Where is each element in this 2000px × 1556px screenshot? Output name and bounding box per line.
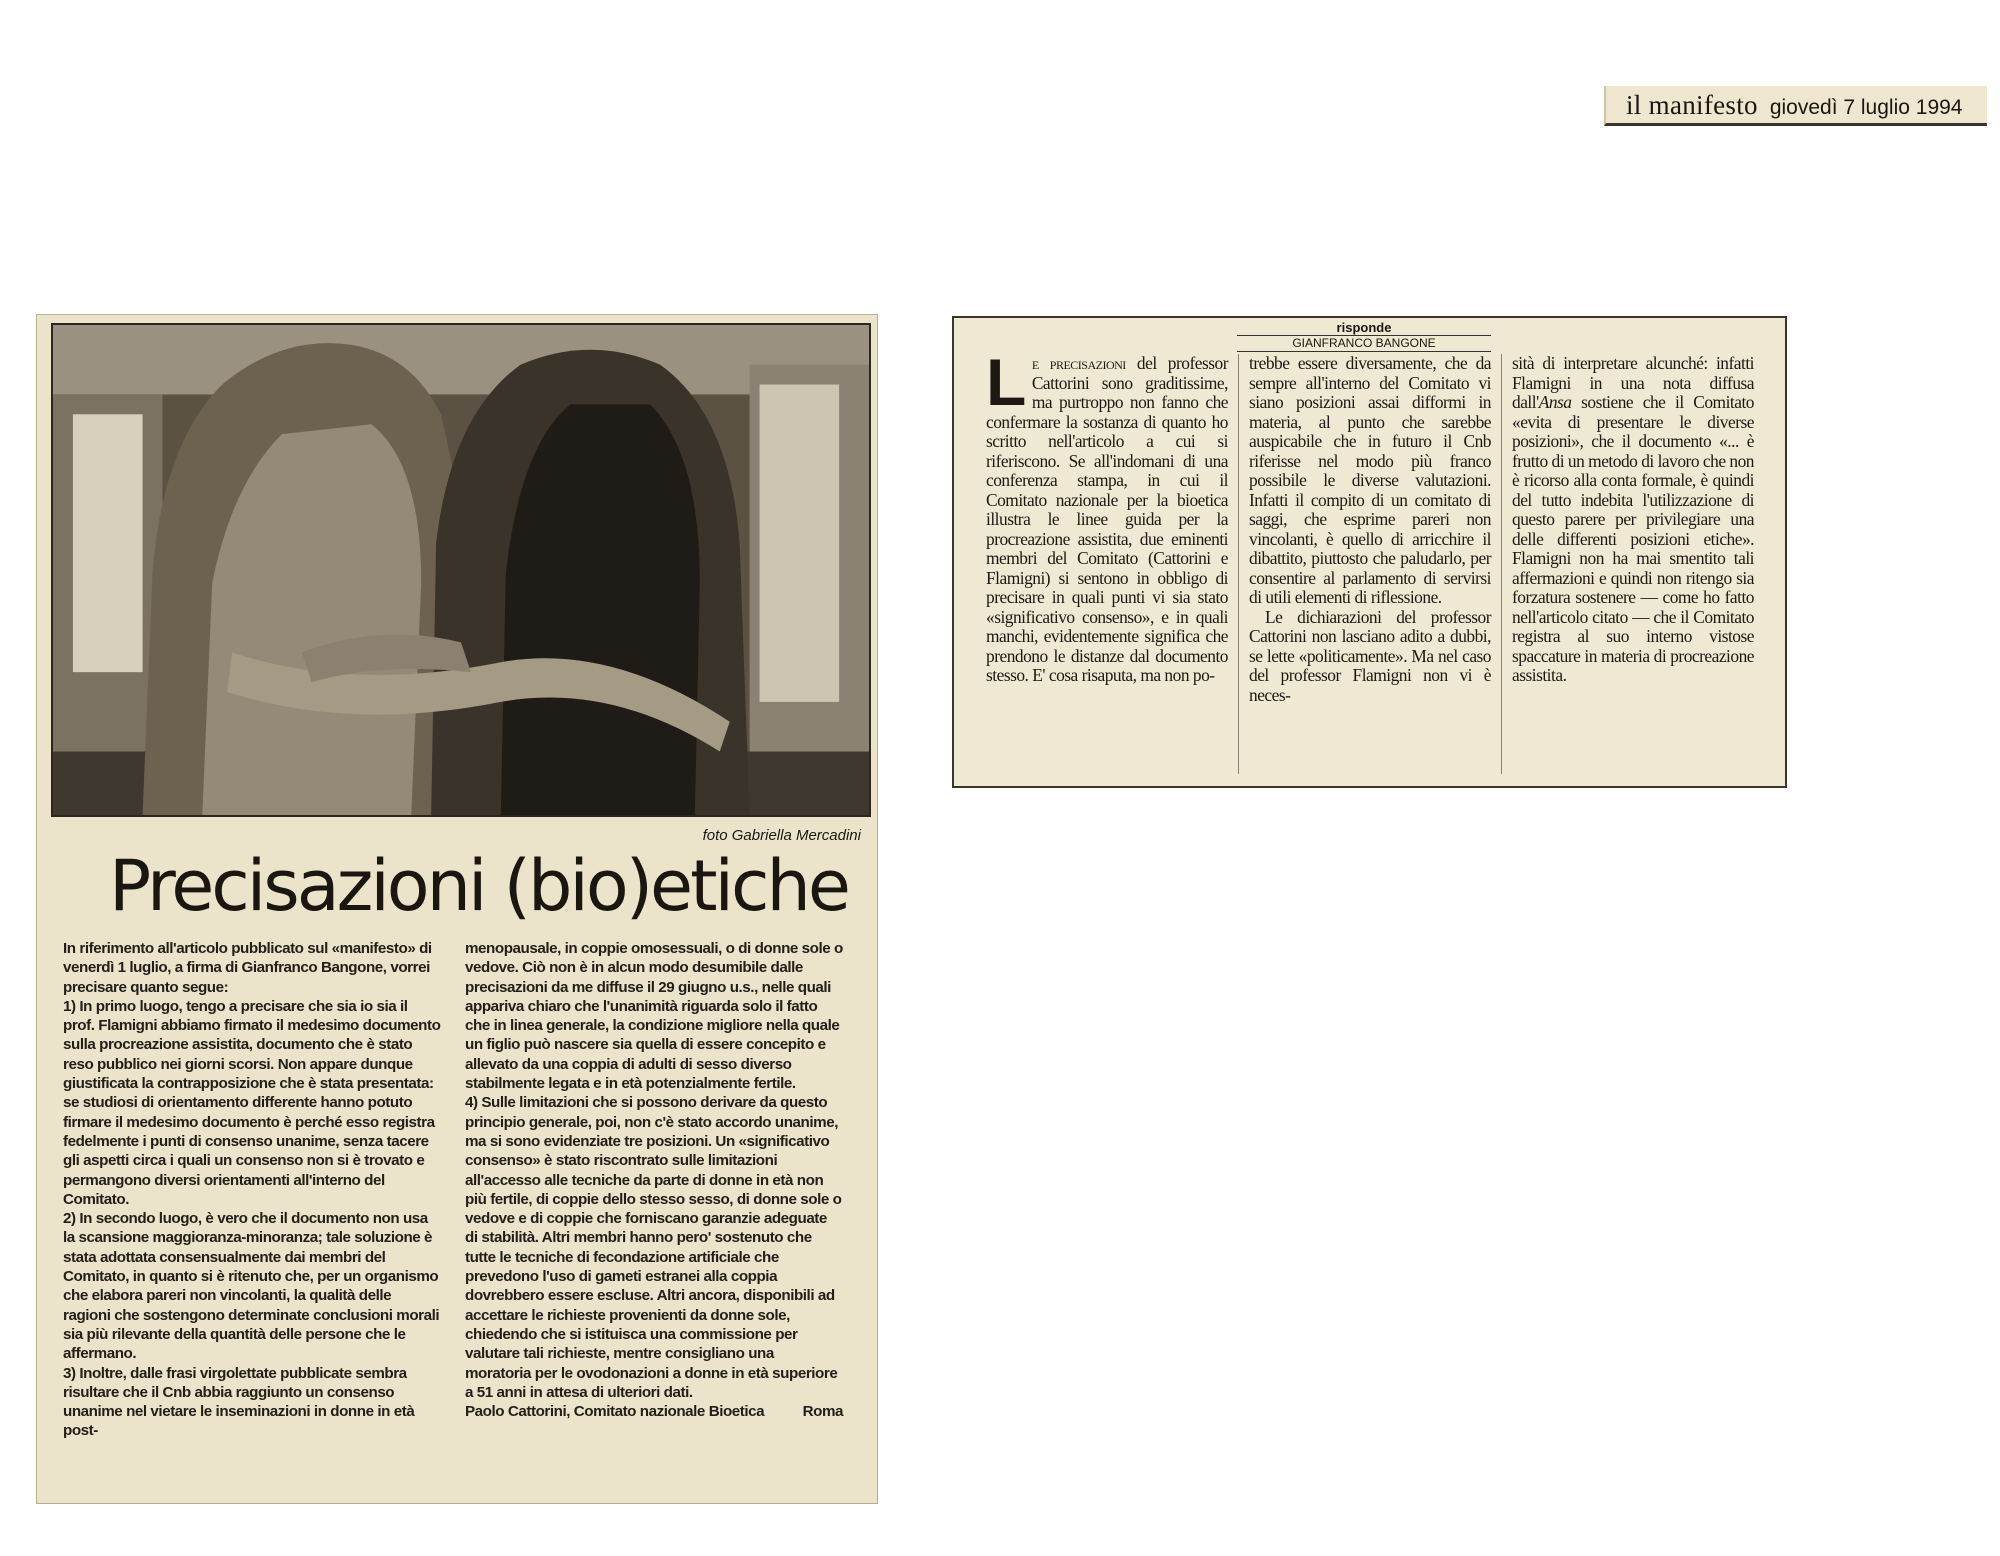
left-article-column-2 xyxy=(465,939,843,1421)
paragraph xyxy=(986,345,1229,686)
publication-date: giovedì 7 luglio 1994 xyxy=(1769,96,1963,119)
paragraph-text: sità di interpretare alcunché: infatti Flamigni in una nota diffusa dall' xyxy=(1512,353,1754,412)
paragraph: Le dichiarazioni del professor Cattorini non lasciano adito a dubbi, se lette «politicamente». Ma nel caso del professor Flamigni non vi è neces- xyxy=(1249,606,1491,705)
signature-line xyxy=(465,1402,843,1421)
newspaper-masthead xyxy=(1604,86,1987,126)
paragraph-text: sostiene che il Comitato «evita di presentare le diverse posizioni», che il documento «... è frutto di un metodo di lavoro che non è ricorso alla conta formale, è quindi del tutto indebita l'utilizzazione di questo parere per privilegiare una delle differenti posizioni etiche». Flamigni non ha mai smentito tali affermazioni e quindi non ritengo sia forzatura sostenere — come ho fatto nell'articolo citato — che il Comitato registra al suo interno vistose spaccature in materia di procreazione assistita. xyxy=(1512,392,1754,685)
column-divider xyxy=(1501,354,1502,774)
agency-name: Ansa xyxy=(1538,392,1572,412)
left-article-clipping xyxy=(36,314,878,1504)
left-article-column-1 xyxy=(63,939,441,1441)
paragraph: 4) Sulle limitazioni che si possono derivare da questo principio generale, poi, non c'è stato accordo unanime, ma si sono evidenziate tre posizioni. Un «significativo consenso» è stato riscontrato sulle limitazioni all'accesso alle tecniche da parte di donne in età non più fertile, di coppie dello stesso sesso, di donne sole o vedove e di coppie che forniscano garanzie adeguate di stabilità. Altri membri hanno pero' sostenuto che tutte le tecniche di fecondazione artificiale che prevedono l'uso di gameti estranei alla coppia dovrebbero essere escluse. Altri ancora, disponibili ad accettare le richieste provenienti da donne sole, chiedendo che si istituisca una commissione per valutare tali richieste, mentre consigliano una moratoria per le ovodonazioni a donne in età superiore a 51 anni in attesa di ulteriori dati. xyxy=(465,1094,842,1401)
reply-column-3 xyxy=(1512,354,1754,686)
reply-column-1 xyxy=(986,345,1229,686)
paragraph: trebbe essere diversamente, che da sempre all'interno del Comitato vi siano posizioni assai difformi in materia, al punto che sarebbe auspicabile che in futuro il Cnb riferisse nel modo più franco possibile le diverse valutazioni. Infatti il compito di un comitato di saggi, che esprime pareri non vincolanti, è quello di arricchire il dibattito, piuttosto che paludarlo, per consentire al parlamento di servirsi di utili elementi di riflessione. xyxy=(1249,353,1491,607)
article-headline: Precisazioni (bio)etiche xyxy=(109,845,848,927)
paragraph-text: del professor Cattorini sono graditissime, ma purtroppo non fanno che confermare la sostanza di quanto ho scritto nell'articolo a cui si riferiscono. Se all'indomani di una conferenza stampa, in cui il Comitato nazionale per la bioetica illustra le linee guida per la procreazione assistita, due eminenti membri del Comitato (Cattorini e Flamigni) si sentono in obbligo di precisare in quali punti vi sia stato «significativo consenso», e in quali manchi, evidentemente significa che prendono le distanze dal documento stesso. E' cosa risaputa, ma non po- xyxy=(986,353,1229,685)
reply-column-2 xyxy=(1249,354,1491,705)
reply-rubric xyxy=(1237,320,1491,352)
photo-credit: foto Gabriella Mercadini xyxy=(702,827,861,844)
rubric-label: risponde xyxy=(1237,320,1491,336)
reply-author: GIANFRANCO BANGONE xyxy=(1292,336,1436,350)
newspaper-name: il manifesto xyxy=(1626,90,1758,120)
drop-cap: L xyxy=(986,345,1026,419)
paragraph: 2) In secondo luogo, è vero che il documento non usa la scansione maggioranza-minoranza; tale soluzione è stata adottata consensualmente dai membri del Comitato, in quanto si è ritenuto che, per un organismo che elabora pareri non vincolanti, la qualità delle ragioni che sostengono determinate conclusioni morali sia più rilevante della quantità delle persone che le affermano. xyxy=(63,1210,440,1363)
lead-smallcaps: e precisazioni xyxy=(1031,353,1126,373)
paragraph: In riferimento all'articolo pubblicato sul «manifesto» di venerdì 1 luglio, a firma di Gianfranco Bangone, vorrei precisare quanto segue: xyxy=(63,940,432,996)
reply-clipping xyxy=(952,316,1787,788)
column-divider xyxy=(1238,354,1239,774)
paragraph xyxy=(1512,354,1754,686)
paragraph: 1) In primo luogo, tengo a precisare che sia io sia il prof. Flamigni abbiamo firmato il medesimo documento sulla procreazione assistita, documento che è stato reso pubblico nei giorni scorsi. Non appare dunque giustificata la contrapposizione che è stata presentata: se studiosi di orientamento differente hanno potuto firmare il medesimo documento è perché esso registra fedelmente i punti di consenso unanime, senza tacere gli aspetti circa i quali un consenso non si è trovato e permangono diversi orientamenti all'interno del Comitato. xyxy=(63,997,441,1208)
photo-two-men-embracing xyxy=(53,325,869,815)
article-photo xyxy=(51,323,871,817)
signature: Paolo Cattorini, Comitato nazionale Bioetica xyxy=(465,1403,765,1421)
signature-place: Roma xyxy=(802,1403,843,1421)
paragraph: 3) Inoltre, dalle frasi virgolettate pubblicate sembra risultare che il Cnb abbia raggiunto un consenso unanime nel vietare le inseminazioni in donne in età post- xyxy=(63,1364,415,1440)
paragraph: menopausale, in coppie omosessuali, o di donne sole o vedove. Ciò non è in alcun modo desumibile dalle precisazioni da me diffuse il 29 giugno u.s., nelle quali appariva chiaro che l'unanimità riguarda solo il fatto che in linea generale, la condizione migliore nella quale un figlio può nascere sia quella di essere concepito e allevato da una coppia di adulti di sesso diverso stabilmente legata e in età potenzialmente fertile. xyxy=(465,940,843,1093)
